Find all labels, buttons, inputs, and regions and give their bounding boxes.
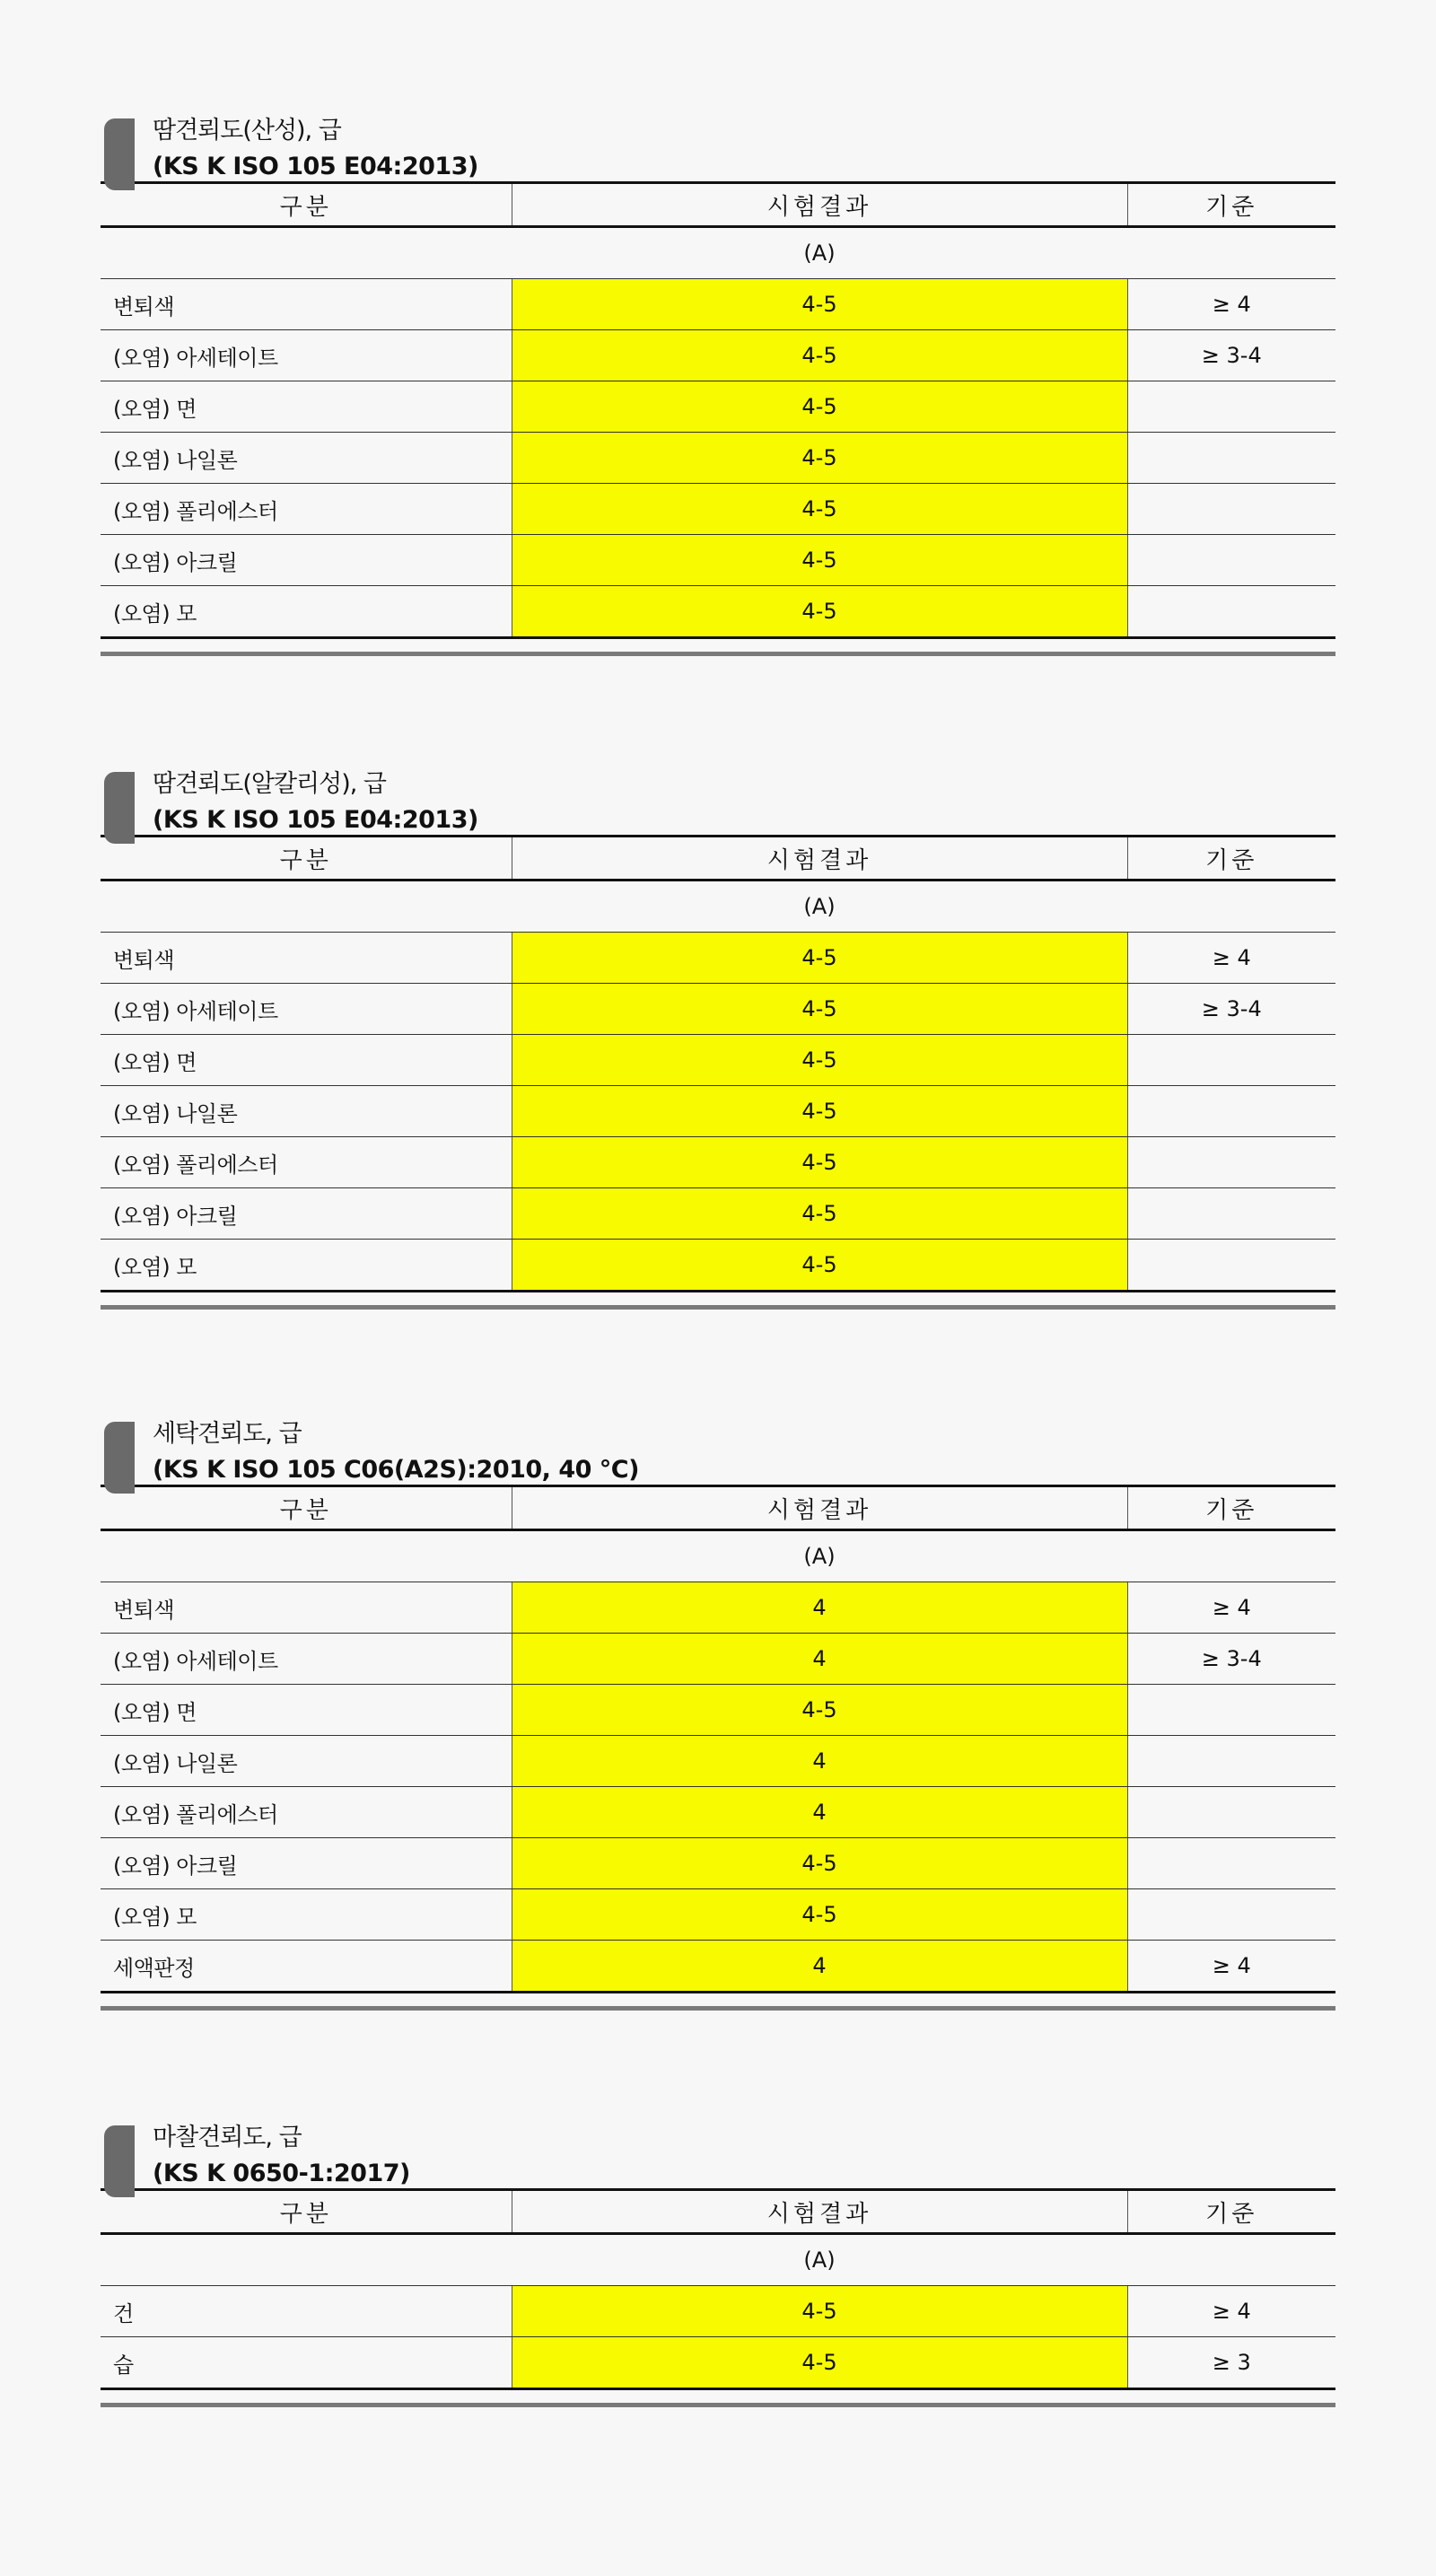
section-standard: (KS K ISO 105 C06(A2S):2010, 40 °C) xyxy=(153,1456,639,1484)
row-criterion: ≥ 3-4 xyxy=(1127,1634,1335,1685)
row-label: (오염) 나일론 xyxy=(101,433,512,484)
table-row xyxy=(101,535,1335,586)
test-section xyxy=(101,106,1335,656)
row-result: 4-5 xyxy=(512,1188,1127,1240)
row-result: 4-5 xyxy=(512,1685,1127,1736)
row-criterion xyxy=(1127,1736,1335,1787)
row-result: 4-5 xyxy=(512,1889,1127,1941)
row-result: 4-5 xyxy=(512,535,1127,586)
row-label: 변퇴색 xyxy=(101,279,512,330)
row-result: 4 xyxy=(512,1941,1127,1993)
table-row xyxy=(101,381,1335,433)
row-label: 변퇴색 xyxy=(101,1582,512,1634)
table-row xyxy=(101,1736,1335,1787)
section-marker xyxy=(104,2125,135,2197)
row-result: 4-5 xyxy=(512,330,1127,381)
col-header-category: 구분 xyxy=(101,1486,512,1530)
section-title: 마찰견뢰도, 급 xyxy=(153,2124,302,2151)
row-criterion xyxy=(1127,1240,1335,1292)
col-header-category: 구분 xyxy=(101,837,512,881)
section-end-rule xyxy=(101,2403,1335,2407)
row-label: (오염) 폴리에스터 xyxy=(101,484,512,535)
section-title: 땀견뢰도(산성), 급 xyxy=(153,117,341,145)
row-result: 4-5 xyxy=(512,984,1127,1035)
row-label: (오염) 아세테이트 xyxy=(101,984,512,1035)
row-criterion xyxy=(1127,1035,1335,1086)
table-row xyxy=(101,1941,1335,1993)
result-table xyxy=(101,835,1335,1292)
row-criterion: ≥ 4 xyxy=(1127,1941,1335,1993)
row-result: 4-5 xyxy=(512,279,1127,330)
row-criterion xyxy=(1127,433,1335,484)
row-result: 4 xyxy=(512,1582,1127,1634)
section-title: 땀견뢰도(알칼리성), 급 xyxy=(153,770,386,798)
row-criterion: ≥ 4 xyxy=(1127,1582,1335,1634)
table-row xyxy=(101,1137,1335,1188)
section-standard: (KS K ISO 105 E04:2013) xyxy=(153,806,478,834)
row-criterion xyxy=(1127,586,1335,638)
table-row xyxy=(101,484,1335,535)
table-row xyxy=(101,1685,1335,1736)
table-row xyxy=(101,1889,1335,1941)
section-end-rule xyxy=(101,2006,1335,2011)
row-criterion xyxy=(1127,1685,1335,1736)
col-header-result: 시험결과 xyxy=(512,2190,1127,2234)
row-criterion xyxy=(1127,381,1335,433)
row-result: 4-5 xyxy=(512,1240,1127,1292)
section-end-rule xyxy=(101,652,1335,656)
col-header-result: 시험결과 xyxy=(512,183,1127,227)
row-label: (오염) 면 xyxy=(101,1685,512,1736)
row-label: (오염) 면 xyxy=(101,1035,512,1086)
col-header-result: 시험결과 xyxy=(512,837,1127,881)
table-row xyxy=(101,1240,1335,1292)
row-result: 4-5 xyxy=(512,2286,1127,2337)
row-label: (오염) 모 xyxy=(101,586,512,638)
row-result: 4 xyxy=(512,1787,1127,1838)
row-label: (오염) 폴리에스터 xyxy=(101,1137,512,1188)
row-criterion: ≥ 4 xyxy=(1127,279,1335,330)
row-result: 4-5 xyxy=(512,586,1127,638)
row-label: (오염) 아크릴 xyxy=(101,1188,512,1240)
section-standard: (KS K ISO 105 E04:2013) xyxy=(153,153,478,180)
row-label: (오염) 모 xyxy=(101,1889,512,1941)
row-result: 4-5 xyxy=(512,433,1127,484)
col-header-criterion: 기준 xyxy=(1127,837,1335,881)
row-criterion: ≥ 4 xyxy=(1127,933,1335,984)
sample-row xyxy=(101,1530,1335,1582)
row-label: 세액판정 xyxy=(101,1941,512,1993)
table-row xyxy=(101,1634,1335,1685)
row-criterion xyxy=(1127,1838,1335,1889)
table-header-row xyxy=(101,183,1335,227)
section-header xyxy=(101,759,1335,835)
sample-label: (A) xyxy=(512,1530,1127,1582)
row-label: (오염) 아세테이트 xyxy=(101,1634,512,1685)
row-label: (오염) 나일론 xyxy=(101,1736,512,1787)
table-row xyxy=(101,330,1335,381)
col-header-result: 시험결과 xyxy=(512,1486,1127,1530)
row-criterion: ≥ 4 xyxy=(1127,2286,1335,2337)
row-label: (오염) 나일론 xyxy=(101,1086,512,1137)
row-criterion xyxy=(1127,1889,1335,1941)
table-row xyxy=(101,984,1335,1035)
row-criterion: ≥ 3-4 xyxy=(1127,984,1335,1035)
section-marker xyxy=(104,118,135,190)
row-result: 4-5 xyxy=(512,484,1127,535)
section-marker xyxy=(104,1422,135,1494)
table-row xyxy=(101,2337,1335,2389)
result-table xyxy=(101,181,1335,639)
row-label: (오염) 아크릴 xyxy=(101,1838,512,1889)
table-row xyxy=(101,2286,1335,2337)
col-header-criterion: 기준 xyxy=(1127,183,1335,227)
row-result: 4-5 xyxy=(512,1137,1127,1188)
section-title: 세탁견뢰도, 급 xyxy=(153,1420,302,1448)
section-marker xyxy=(104,772,135,844)
row-criterion: ≥ 3-4 xyxy=(1127,330,1335,381)
test-section xyxy=(101,2113,1335,2407)
row-label: (오염) 모 xyxy=(101,1240,512,1292)
row-criterion xyxy=(1127,535,1335,586)
row-label: (오염) 아크릴 xyxy=(101,535,512,586)
col-header-criterion: 기준 xyxy=(1127,1486,1335,1530)
table-row xyxy=(101,1035,1335,1086)
sample-row xyxy=(101,881,1335,933)
row-result: 4-5 xyxy=(512,1838,1127,1889)
table-row xyxy=(101,933,1335,984)
section-header xyxy=(101,2113,1335,2188)
table-row xyxy=(101,1838,1335,1889)
table-row xyxy=(101,1787,1335,1838)
col-header-category: 구분 xyxy=(101,2190,512,2234)
row-result: 4-5 xyxy=(512,2337,1127,2389)
row-result: 4 xyxy=(512,1736,1127,1787)
result-table xyxy=(101,2188,1335,2390)
row-label: 변퇴색 xyxy=(101,933,512,984)
sample-row xyxy=(101,2234,1335,2286)
row-criterion xyxy=(1127,1188,1335,1240)
table-row xyxy=(101,586,1335,638)
table-row xyxy=(101,1582,1335,1634)
col-header-category: 구분 xyxy=(101,183,512,227)
test-section xyxy=(101,759,1335,1310)
col-header-criterion: 기준 xyxy=(1127,2190,1335,2234)
row-criterion xyxy=(1127,1787,1335,1838)
section-standard: (KS K 0650-1:2017) xyxy=(153,2160,410,2187)
section-header xyxy=(101,106,1335,181)
row-criterion xyxy=(1127,484,1335,535)
row-result: 4-5 xyxy=(512,381,1127,433)
row-criterion xyxy=(1127,1137,1335,1188)
table-row xyxy=(101,1086,1335,1137)
result-table xyxy=(101,1485,1335,1993)
section-header xyxy=(101,1409,1335,1485)
row-label: (오염) 폴리에스터 xyxy=(101,1787,512,1838)
sample-row xyxy=(101,227,1335,279)
table-row xyxy=(101,433,1335,484)
test-section xyxy=(101,1409,1335,2011)
row-label: (오염) 면 xyxy=(101,381,512,433)
sample-label: (A) xyxy=(512,881,1127,933)
sample-label: (A) xyxy=(512,227,1127,279)
section-end-rule xyxy=(101,1305,1335,1310)
row-label: 습 xyxy=(101,2337,512,2389)
table-header-row xyxy=(101,837,1335,881)
sample-label: (A) xyxy=(512,2234,1127,2286)
table-row xyxy=(101,279,1335,330)
row-label: (오염) 아세테이트 xyxy=(101,330,512,381)
row-criterion xyxy=(1127,1086,1335,1137)
row-criterion: ≥ 3 xyxy=(1127,2337,1335,2389)
row-result: 4-5 xyxy=(512,1035,1127,1086)
table-header-row xyxy=(101,2190,1335,2234)
row-result: 4-5 xyxy=(512,933,1127,984)
table-header-row xyxy=(101,1486,1335,1530)
row-label: 건 xyxy=(101,2286,512,2337)
table-row xyxy=(101,1188,1335,1240)
row-result: 4 xyxy=(512,1634,1127,1685)
row-result: 4-5 xyxy=(512,1086,1127,1137)
